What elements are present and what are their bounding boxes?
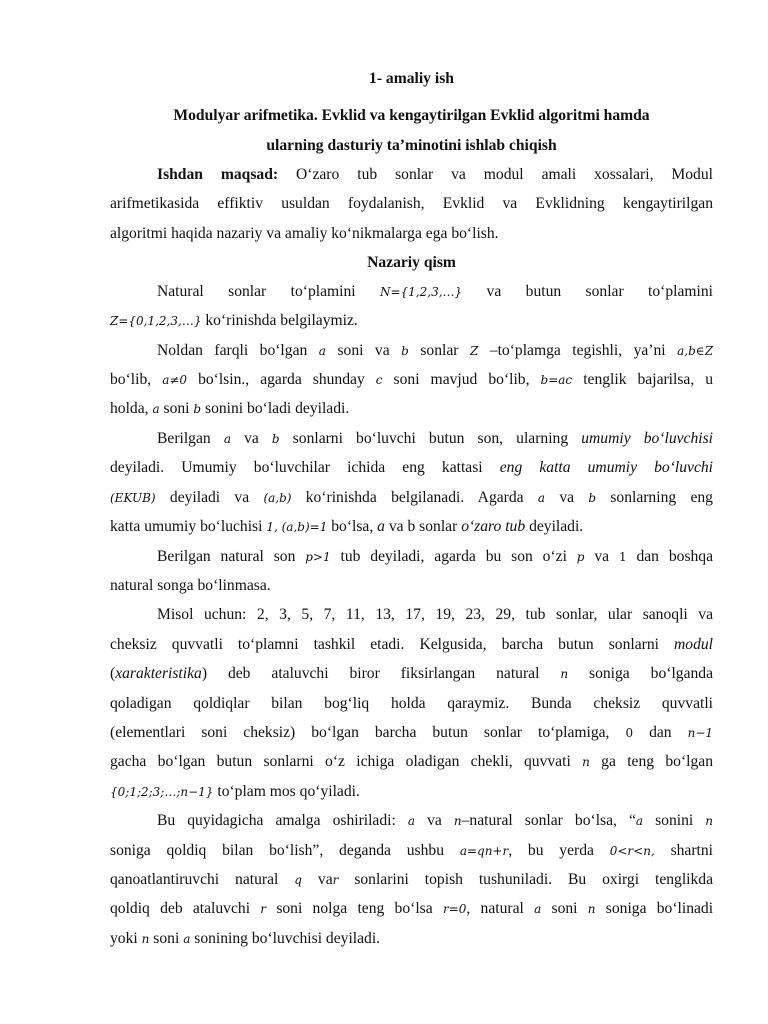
- goal-line-1: Ishdan maqsad: O‘zaro tub sonlar va modul amali xossalari, Modul: [157, 166, 713, 183]
- paragraph-6-line-5: yoki n soni a sonining bo‘luvchisi deyiladi.: [110, 930, 381, 947]
- paragraph-4-line-2: natural songa bo‘linmasa.: [110, 577, 271, 594]
- goal-label: Ishdan maqsad:: [157, 166, 279, 183]
- paragraph-5-line-3: (xarakteristika) deb ataluvchi biror fiksirlangan natural n soniga bo‘lganda: [110, 665, 714, 682]
- paragraph-2-line-2: bo‘lib, a≠0 bo‘lsin., agarda shunday c soni mavjud bo‘lib, b=ac tenglik bajarilsa, u: [110, 371, 714, 388]
- paragraph-3-line-1: Berilgan a va b sonlarni bo‘luvchi butun son, ularning umumiy bo‘luvchisi: [157, 430, 714, 447]
- paragraph-5-line-6: gacha bo‘lgan butun sonlarni o‘z ichiga oladigan chekli, quvvati n ga teng bo‘lgan: [110, 753, 714, 770]
- paragraph-6-line-4: qoldiq deb ataluvchi r soni nolga teng bo‘lsa r=0, natural a soni n soniga bo‘linadi: [110, 900, 714, 917]
- paragraph-2-line-1: Noldan farqli bo‘lgan a soni va b sonlar Z –to‘plamga tegishli, ya’ni a,b∈Z: [157, 342, 714, 359]
- title-line-1: Modulyar arifmetika. Evklid va kengaytirilgan Evklid algoritmi hamda: [173, 107, 650, 124]
- paragraph-1-line-2: Z={0,1,2,3,…} ko‘rinishda belgilaymiz.: [110, 312, 358, 329]
- paragraph-5-line-4: qoladigan qoldiqlar bilan bog‘liq holda qaraymiz. Bunda cheksiz quvvatli: [110, 695, 713, 712]
- goal-line-2: arifmetikasida effiktiv usuldan foydalanish, Evklid va Evklidning kengaytirilgan: [110, 195, 713, 212]
- paragraph-3-line-3: (EKUB) deyiladi va (a,b) ko‘rinishda belgilanadi. Agarda a va b sonlarning eng: [110, 489, 713, 506]
- paragraph-2-line-3: holda, a soni b sonini bo‘ladi deyiladi.: [110, 400, 350, 417]
- paragraph-5-line-2: cheksiz quvvatli to‘plamni tashkil etadi. Kelgusida, barcha butun sonlarni modul: [110, 636, 714, 653]
- title-line-2: ularning dasturiy ta’minotini ishlab chiqish: [266, 137, 557, 154]
- section-title: Nazariy qism: [367, 254, 456, 271]
- paragraph-5-line-1: Misol uchun: 2, 3, 5, 7, 11, 13, 17, 19, 23, 29, tub sonlar, ular sanoqli va: [157, 606, 713, 623]
- paragraph-6-line-1: Bu quyidagicha amalga oshiriladi: a va n–natural sonlar bo‘lsa, “a sonini n: [157, 812, 714, 829]
- paragraph-5-line-7: {0;1;2;3;…;n−1} to‘plam mos qo‘yiladi.: [110, 783, 360, 800]
- paragraph-3-line-2: deyiladi. Umumiy bo‘luvchilar ichida eng kattasi eng katta umumiy bo‘luvchi: [110, 459, 713, 476]
- paragraph-1-line-1: Natural sonlar to‘plamini N={1,2,3,…} va butun sonlar to‘plamini: [157, 283, 713, 300]
- paragraph-5-line-5: (elementlari soni cheksiz) bo‘lgan barcha butun sonlar to‘plamiga, 0 dan n−1: [110, 724, 714, 741]
- goal-line-3: algoritmi haqida nazariy va amaliy ko‘nikmalarga ega bo‘lish.: [110, 225, 499, 242]
- paragraph-3-line-4: katta umumiy bo‘luchisi 1, (a,b)=1 bo‘lsa, a va b sonlar o‘zaro tub deyiladi.: [110, 518, 584, 535]
- paragraph-4-line-1: Berilgan natural son p>1 tub deyiladi, agarda bu son o‘zi p va 1 dan boshqa: [157, 548, 714, 565]
- practical-work-heading: 1- amaliy ish: [369, 70, 454, 87]
- paragraph-6-line-3: qanoatlantiruvchi natural q var sonlarini topish tushuniladi. Bu oxirgi tenglikda: [110, 871, 714, 888]
- paragraph-6-line-2: soniga qoldiq bilan bo‘lish”, deganda ushbu a=qn+r, bu yerda 0<r<n, shartni: [110, 842, 714, 859]
